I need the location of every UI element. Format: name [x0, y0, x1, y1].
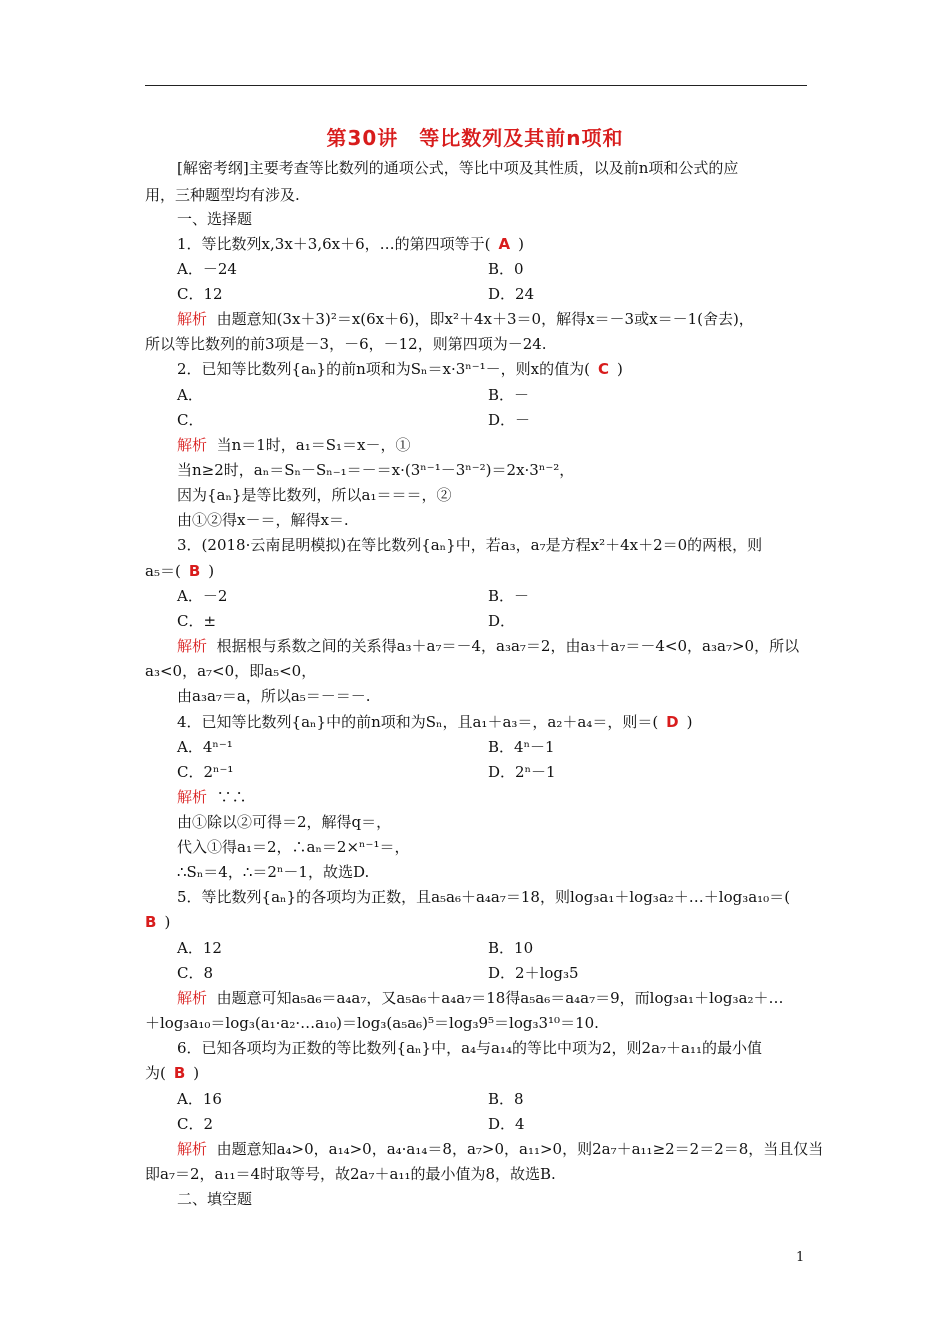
question-3-answer: B: [188, 562, 201, 580]
q4-option-c: C．2ⁿ⁻¹: [177, 763, 234, 781]
q6-solution-line-1: 解析 由题意知a₄>0，a₁₄>0，a₄·a₁₄＝8，a₇>0，a₁₁>0，则2a₇＋a₁₁≥2＝2＝2＝8，当且仅当: [177, 1140, 824, 1158]
intro-line-1: [解密考纲]主要考查等比数列的通项公式，等比中项及其性质，以及前n项和公式的应: [177, 159, 739, 177]
q1-option-c: C．12: [177, 285, 223, 303]
q5-solution-line-2: ＋log₃a₁₀＝log₃(a₁·a₂·…a₁₀)＝log₃(a₅a₆)⁵＝log₃9⁵＝log₃3¹⁰＝10.: [145, 1014, 599, 1032]
page-title: 第30讲 等比数列及其前n项和: [326, 126, 624, 150]
q2-solution-line-3: 因为{aₙ}是等比数列，所以a₁＝＝＝，②: [177, 486, 452, 504]
q2-option-c: C．: [177, 411, 204, 429]
page-number: 1: [796, 1250, 805, 1265]
q3-solution-label: 解析: [177, 637, 208, 655]
q5-option-c: C．8: [177, 964, 214, 982]
question-2-answer: C: [598, 360, 610, 378]
q2-solution-line-1: 解析 当n＝1时，a₁＝S₁＝x－，①: [177, 436, 411, 454]
q1-option-a: A．－24: [177, 260, 237, 278]
q1-option-b: B．0: [488, 260, 524, 278]
q4-solution-line-4: ∴Sₙ＝4，∴＝2ⁿ－1，故选D.: [177, 863, 370, 881]
q6-solution-line-2: 即a₇＝2，a₁₁＝4时取等号，故2a₇＋a₁₁的最小值为8，故选B.: [145, 1165, 556, 1183]
q2-solution-line-2: 当n≥2时，aₙ＝Sₙ－Sₙ₋₁＝－＝x·(3ⁿ⁻¹－3ⁿ⁻²)＝2x·3ⁿ⁻²，: [177, 461, 575, 479]
question-1-answer: A: [498, 235, 511, 253]
question-6-stem-line-1: 6．已知各项均为正数的等比数列{aₙ}中，a₄与a₁₄的等比中项为2，则2a₇＋a₁₁的最小值: [177, 1039, 763, 1057]
question-1-stem: 1．等比数列x,3x＋3,6x＋6，…的第四项等于( A ): [177, 235, 524, 253]
q4-solution-label: 解析: [177, 788, 208, 806]
question-3-stem-line-2: a₅＝( B ): [145, 562, 215, 580]
header-rule: [145, 85, 807, 86]
q3-option-d: D．: [488, 612, 516, 630]
q3-solution-line-3: 由a₃a₇＝a，所以a₅＝－＝－.: [177, 687, 371, 705]
question-3-stem-line-1: 3．(2018·云南昆明模拟)在等比数列{aₙ}中，若a₃，a₇是方程x²＋4x＋2＝0的两根，则: [177, 536, 763, 554]
q4-solution-line-1: 解析 ∵∴: [177, 788, 247, 806]
q6-option-d: D．4: [488, 1115, 525, 1133]
q3-option-b: B．－: [488, 587, 530, 605]
q3-solution-line-1: 解析 根据根与系数之间的关系得a₃＋a₇＝－4，a₃a₇＝2，由a₃＋a₇＝－4<0，a₃a₇>0，所以: [177, 637, 800, 655]
q2-option-b: B．－: [488, 386, 530, 404]
q4-option-b: B．4ⁿ－1: [488, 738, 555, 756]
question-4-stem: 4．已知等比数列{aₙ}中的前n项和为Sₙ，且a₁＋a₃＝，a₂＋a₄＝，则＝( D ): [177, 713, 693, 731]
question-4-answer: D: [666, 713, 679, 731]
q5-solution-line-1: 解析 由题意可知a₅a₆＝a₄a₇，又a₅a₆＋a₄a₇＝18得a₅a₆＝a₄a₇＝9，而log₃a₁＋log₃a₂＋…: [177, 989, 784, 1007]
q2-option-a: A．: [177, 386, 203, 404]
q2-option-d: D．－: [488, 411, 531, 429]
intro-line-2: 用，三种题型均有涉及.: [145, 186, 300, 204]
q1-solution-label: 解析: [177, 310, 208, 328]
q2-solution-label: 解析: [177, 436, 208, 454]
q6-option-a: A．16: [177, 1090, 222, 1108]
q3-solution-line-2: a₃<0，a₇<0，即a₅<0，: [145, 662, 317, 680]
section-heading-fill-in: 二、填空题: [177, 1190, 253, 1208]
q6-option-c: C．2: [177, 1115, 214, 1133]
q1-solution-line-1: 解析 由题意知(3x＋3)²＝x(6x＋6)，即x²＋4x＋3＝0，解得x＝－3或x＝－1(舍去)，: [177, 310, 754, 328]
question-2-stem: 2．已知等比数列{aₙ}的前n项和为Sₙ＝x·3ⁿ⁻¹－，则x的值为( C ): [177, 360, 623, 378]
q2-solution-line-4: 由①②得x－＝，解得x＝.: [177, 511, 349, 529]
q6-solution-label: 解析: [177, 1140, 208, 1158]
question-6-stem-line-2: 为( B ): [145, 1064, 200, 1082]
question-5-stem-line-1: 5．等比数列{aₙ}的各项均为正数，且a₅a₆＋a₄a₇＝18，则log₃a₁＋log₃a₂＋…＋log₃a₁₀＝(: [177, 888, 791, 906]
q5-option-b: B．10: [488, 939, 534, 957]
section-heading-choice: 一、选择题: [177, 210, 253, 228]
q1-solution-line-2: 所以等比数列的前3项是－3，－6，－12，则第四项为－24.: [145, 335, 547, 353]
q4-option-d: D．2ⁿ－1: [488, 763, 556, 781]
question-5-answer: B: [145, 913, 157, 931]
q4-solution-line-3: 代入①得a₁＝2，∴aₙ＝2×ⁿ⁻¹＝，: [177, 838, 410, 856]
q6-option-b: B．8: [488, 1090, 524, 1108]
q4-option-a: A．4ⁿ⁻¹: [177, 738, 233, 756]
question-6-answer: B: [173, 1064, 186, 1082]
q5-option-a: A．12: [177, 939, 222, 957]
q3-option-c: C．±: [177, 612, 217, 630]
q5-option-d: D．2＋log₃5: [488, 964, 579, 982]
q4-solution-line-2: 由①除以②可得＝2，解得q＝，: [177, 813, 392, 831]
question-5-stem-line-2: B ): [145, 913, 171, 931]
q1-option-d: D．24: [488, 285, 535, 303]
q3-option-a: A．－2: [177, 587, 228, 605]
q5-solution-label: 解析: [177, 989, 208, 1007]
